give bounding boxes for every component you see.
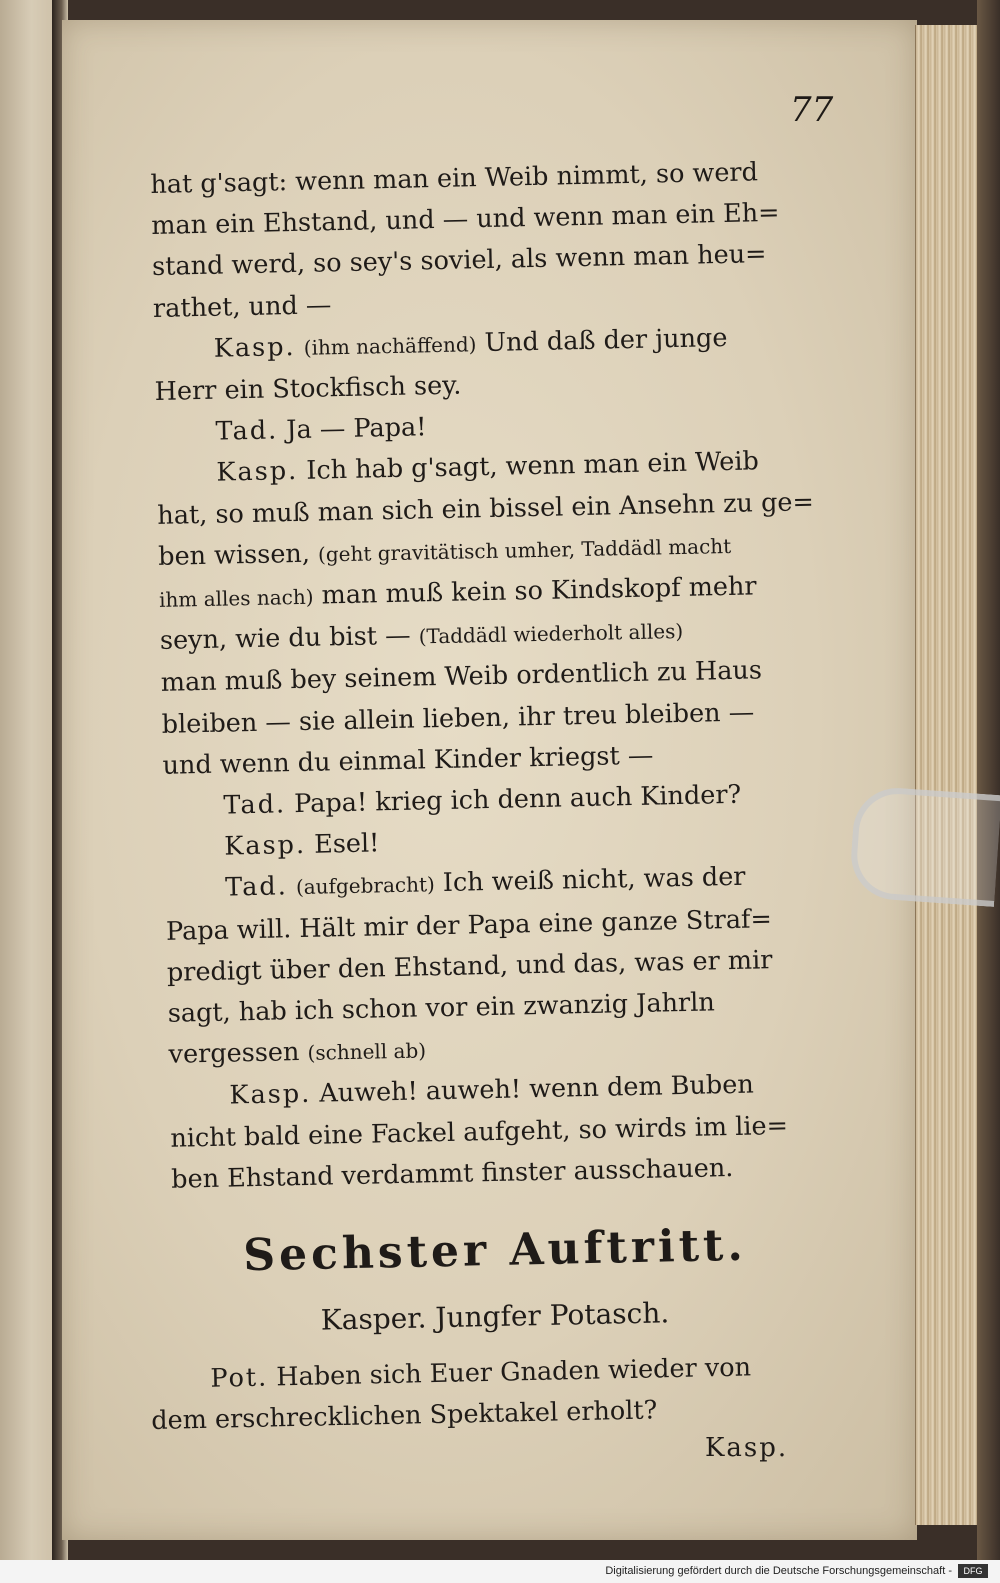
- left-page-edge: [0, 0, 54, 1560]
- stage-direction: (schnell ab): [307, 1038, 427, 1066]
- dfg-logo: DFG: [958, 1564, 988, 1578]
- speech-text: vergessen: [168, 1037, 300, 1071]
- speaker-label: Tad.: [223, 789, 287, 821]
- speech-text: man muß kein so Kindskopf mehr: [321, 571, 757, 611]
- speaker-label: Kasp.: [213, 331, 296, 364]
- text-line: und wenn du einmal Kinder kriegst —: [162, 740, 654, 781]
- speaker-label: Kasp.: [223, 830, 307, 862]
- speech-text: Ja — Papa!: [286, 412, 427, 446]
- stage-direction: (geht gravitätisch umher, Taddädl macht: [317, 533, 732, 567]
- book-cover-edge: [977, 0, 1000, 1560]
- text-line: rathet, und —: [152, 289, 332, 324]
- page-number: 77: [790, 90, 834, 130]
- speaker-label: Tad.: [215, 415, 279, 447]
- speech-text: Esel!: [313, 828, 380, 860]
- text-line: hat g'sagt: wenn man ein Weib nimmt, so werd: [150, 157, 759, 200]
- text-line: predigt über den Ehstand, und das, was er mir: [166, 945, 773, 988]
- text-line: stand werd, so sey's soviel, als wenn man heu=: [151, 239, 767, 283]
- stage-direction: (Taddädl wiederholt alles): [418, 619, 684, 649]
- speaker-label: Kasp.: [216, 456, 299, 489]
- speech-text: Auweh! auweh! wenn dem Buben: [319, 1070, 755, 1110]
- text-line: man muß bey seinem Weib ordentlich zu Haus: [160, 655, 763, 699]
- speech-text: Und daß der junge: [484, 322, 728, 358]
- body-text: [150, 151, 862, 1201]
- digitization-credit: Digitalisierung gefördert durch die Deutsche Forschungsgemeinschaft -: [605, 1565, 952, 1577]
- speaker-label: Pot.: [210, 1362, 269, 1394]
- text-line: Herr ein Stockfisch sey.: [154, 370, 462, 407]
- page-clip: [848, 785, 1000, 907]
- stage-direction: ihm alles nach): [158, 584, 314, 612]
- speech-text: Ich weiß nicht, was der: [442, 862, 746, 899]
- dramatis-personae: Kasper. Jungfer Potasch.: [320, 1296, 670, 1337]
- text-line: man ein Ehstand, und — und wenn man ein Eh=: [150, 198, 780, 242]
- catchword: Kasp.: [705, 1433, 789, 1463]
- speaker-label: Tad.: [224, 871, 289, 904]
- stage-direction: (ihm nachäffend): [303, 332, 477, 360]
- speech-text: ben wissen,: [157, 538, 311, 572]
- text-line: Papa will. Hält mir der Papa eine ganze Straf=: [165, 903, 773, 947]
- text-line: ben Ehstand verdammt finster ausschauen.: [170, 1152, 734, 1195]
- text-line: sagt, hab ich schon vor ein zwanzig Jahrln: [167, 987, 716, 1029]
- page-stack-edges: [915, 25, 978, 1525]
- text-line: dem erschrecklichen Spektakel erholt?: [150, 1395, 658, 1436]
- scene-heading: Sechster Auftritt.: [242, 1219, 748, 1282]
- text-line: nicht bald eine Fackel aufgeht, so wirds im lie=: [170, 1110, 789, 1154]
- speech-text: Haben sich Euer Gnaden wieder von: [276, 1352, 752, 1393]
- speech-text: Ich hab g'sagt, wenn man ein Weib: [306, 446, 760, 487]
- speaker-label: Kasp.: [229, 1079, 312, 1112]
- text-line: hat, so muß man sich ein bissel ein Ansehn zu ge=: [157, 486, 815, 531]
- speech-text: Papa! krieg ich denn auch Kinder?: [293, 779, 742, 820]
- speech-text: seyn, wie du bist —: [159, 620, 411, 657]
- scene-text: [150, 1346, 842, 1442]
- text-line: bleiben — sie allein lieben, ihr treu bleiben —: [161, 697, 755, 740]
- stage-direction: (aufgebracht): [295, 872, 436, 900]
